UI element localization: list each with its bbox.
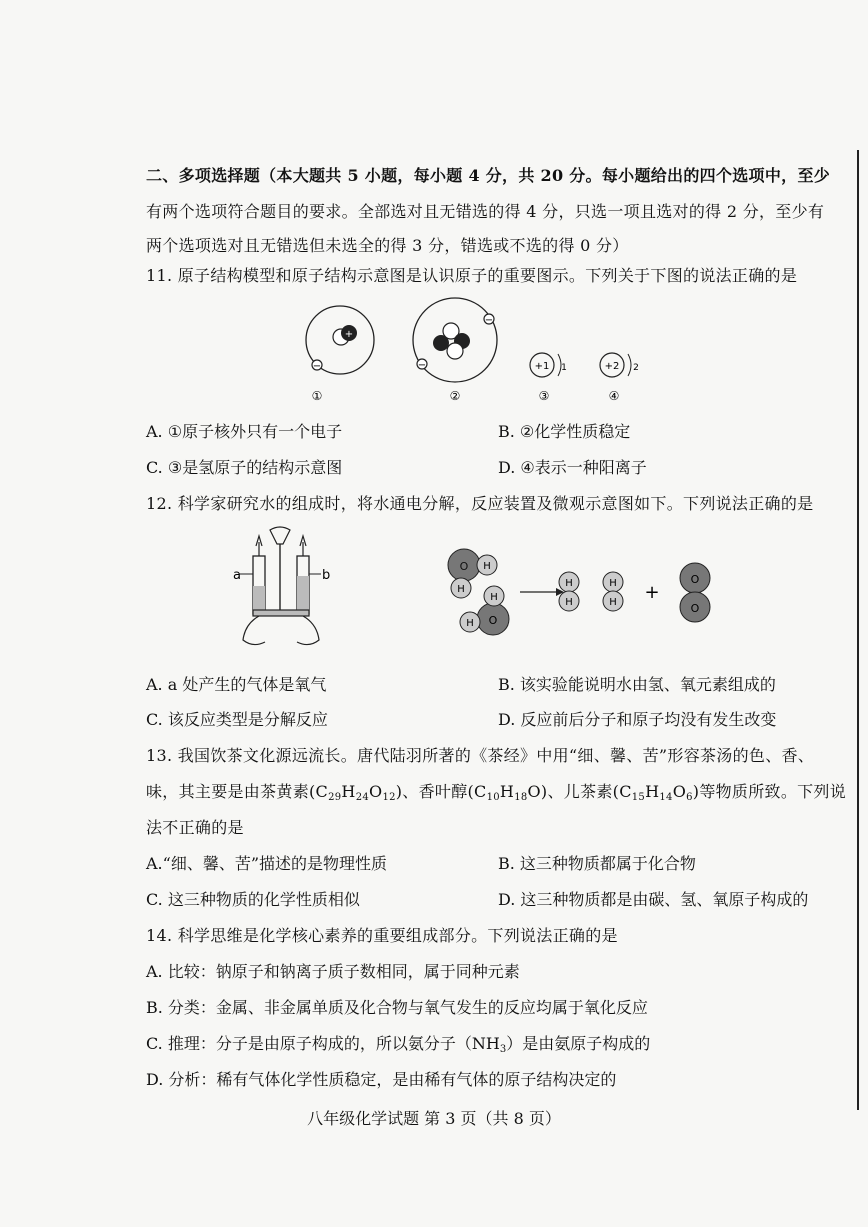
hydrogen-atom-model — [306, 306, 374, 374]
q12-option-d[interactable]: D. 反应前后分子和原子均没有发生改变 — [498, 710, 777, 729]
water-decomposition-micro-figure — [432, 548, 722, 640]
section-heading-line-3: 两个选项选对且无错选但未选全的得 3 分，错选或不选的得 0 分） — [146, 236, 629, 255]
q13-stem-line-2: 味，其主要是由茶黄素$(C_{29}H_{24}O_{12})$、香叶醇$(C_{10}H_{18}O)$、儿茶素$(C_{15}H_{14}O_6)$等物质所致。下列说 — [146, 782, 847, 803]
q13-option-b[interactable]: B. 这三种物质都属于化合物 — [498, 854, 696, 873]
figure-label-2: ② — [449, 389, 461, 403]
svg-text:H: H — [490, 592, 498, 603]
svg-text:H: H — [466, 618, 474, 629]
q13-option-a[interactable]: A.“细、馨、苦”描述的是物理性质 — [146, 854, 388, 873]
plus-sign: + — [644, 582, 660, 603]
svg-text:H: H — [565, 597, 573, 608]
q13-stem-line-1: 13. 我国饮茶文化源远流长。唐代陆羽所著的《茶经》中用“细、馨、苦”形容茶汤的色、香、 — [146, 746, 815, 765]
q13-option-d[interactable]: D. 这三种物质都是由碳、氢、氧原子构成的 — [498, 890, 809, 909]
q11-atom-figure — [300, 296, 660, 406]
q11-option-d[interactable]: D. ④表示一种阳离子 — [498, 458, 647, 477]
q12-option-b[interactable]: B. 该实验能说明水由氢、氧元素组成的 — [498, 675, 776, 694]
q11-stem: 11. 原子结构模型和原子结构示意图是认识原子的重要图示。下列关于下图的说法正确的是 — [146, 266, 798, 285]
page-edge-line — [857, 150, 859, 1110]
q12-option-c[interactable]: C. 该反应类型是分解反应 — [146, 710, 328, 729]
page-footer: 八年级化学试题 第 3 页（共 8 页） — [307, 1109, 561, 1128]
structure-diagram-4 — [600, 353, 639, 377]
svg-text:O: O — [488, 614, 498, 627]
section-heading-line-1: 二、多项选择题（本大题共 5 小题，每小题 4 分，共 20 分。每小题给出的四个选项中，至少 — [146, 166, 831, 185]
proton-plus-sign: + — [344, 329, 354, 340]
q13-stem-line-3: 法不正确的是 — [146, 818, 244, 837]
electron-minus-sign: − — [312, 361, 322, 372]
electron-minus-sign: − — [484, 315, 494, 326]
label-b: b — [322, 568, 331, 583]
svg-text:O: O — [459, 560, 469, 573]
q11-option-c[interactable]: C. ③是氢原子的结构示意图 — [146, 458, 343, 477]
q14-option-c[interactable]: C. 推理：分子是由原子构成的，所以氨分子$(NH_3)$是由氨原子构成的 — [146, 1034, 651, 1055]
nucleus-charge-3: +1 — [534, 361, 550, 372]
q11-option-a[interactable]: A. ①原子核外只有一个电子 — [146, 422, 343, 441]
q11-option-b[interactable]: B. ②化学性质稳定 — [498, 422, 631, 441]
q14-option-d[interactable]: D. 分析：稀有气体化学性质稳定，是由稀有气体的原子结构决定的 — [146, 1070, 617, 1089]
svg-text:H: H — [609, 597, 617, 608]
q12-option-a[interactable]: A. a 处产生的气体是氧气 — [146, 675, 327, 694]
svg-text:H: H — [565, 578, 573, 589]
figure-label-3: ③ — [538, 389, 550, 403]
svg-text:H: H — [457, 584, 465, 595]
nucleus-charge-4: +2 — [604, 361, 620, 372]
hydrogen-molecule — [603, 572, 623, 611]
q14-stem: 14. 科学思维是化学核心素养的重要组成部分。下列说法正确的是 — [146, 926, 618, 945]
helium-atom-model — [413, 298, 497, 382]
label-a: a — [233, 568, 241, 583]
svg-text:H: H — [483, 561, 491, 572]
electrolysis-apparatus-figure — [225, 524, 335, 650]
structure-diagram-3 — [530, 353, 567, 377]
section-heading-line-2: 有两个选项符合题目的要求。全部选对且无错选的得 4 分，只选一项且选对的得 2 分，至少有 — [146, 202, 825, 221]
svg-text:O: O — [690, 602, 700, 615]
q13-option-c[interactable]: C. 这三种物质的化学性质相似 — [146, 890, 360, 909]
figure-label-4: ④ — [608, 389, 620, 403]
figure-label-1: ① — [311, 389, 323, 403]
svg-text:O: O — [690, 573, 700, 586]
q14-option-b[interactable]: B. 分类：金属、非金属单质及化合物与氧气发生的反应均属于氧化反应 — [146, 998, 648, 1017]
shell-electrons-4: 2 — [633, 363, 639, 373]
oxygen-molecule — [680, 563, 710, 622]
q12-stem: 12. 科学家研究水的组成时，将水通电分解，反应装置及微观示意图如下。下列说法正确的是 — [146, 494, 814, 513]
svg-text:H: H — [609, 578, 617, 589]
shell-electrons-3: 1 — [561, 363, 567, 373]
electron-minus-sign: − — [417, 360, 427, 371]
q14-option-a[interactable]: A. 比较：钠原子和钠离子质子数相同，属于同种元素 — [146, 962, 520, 981]
